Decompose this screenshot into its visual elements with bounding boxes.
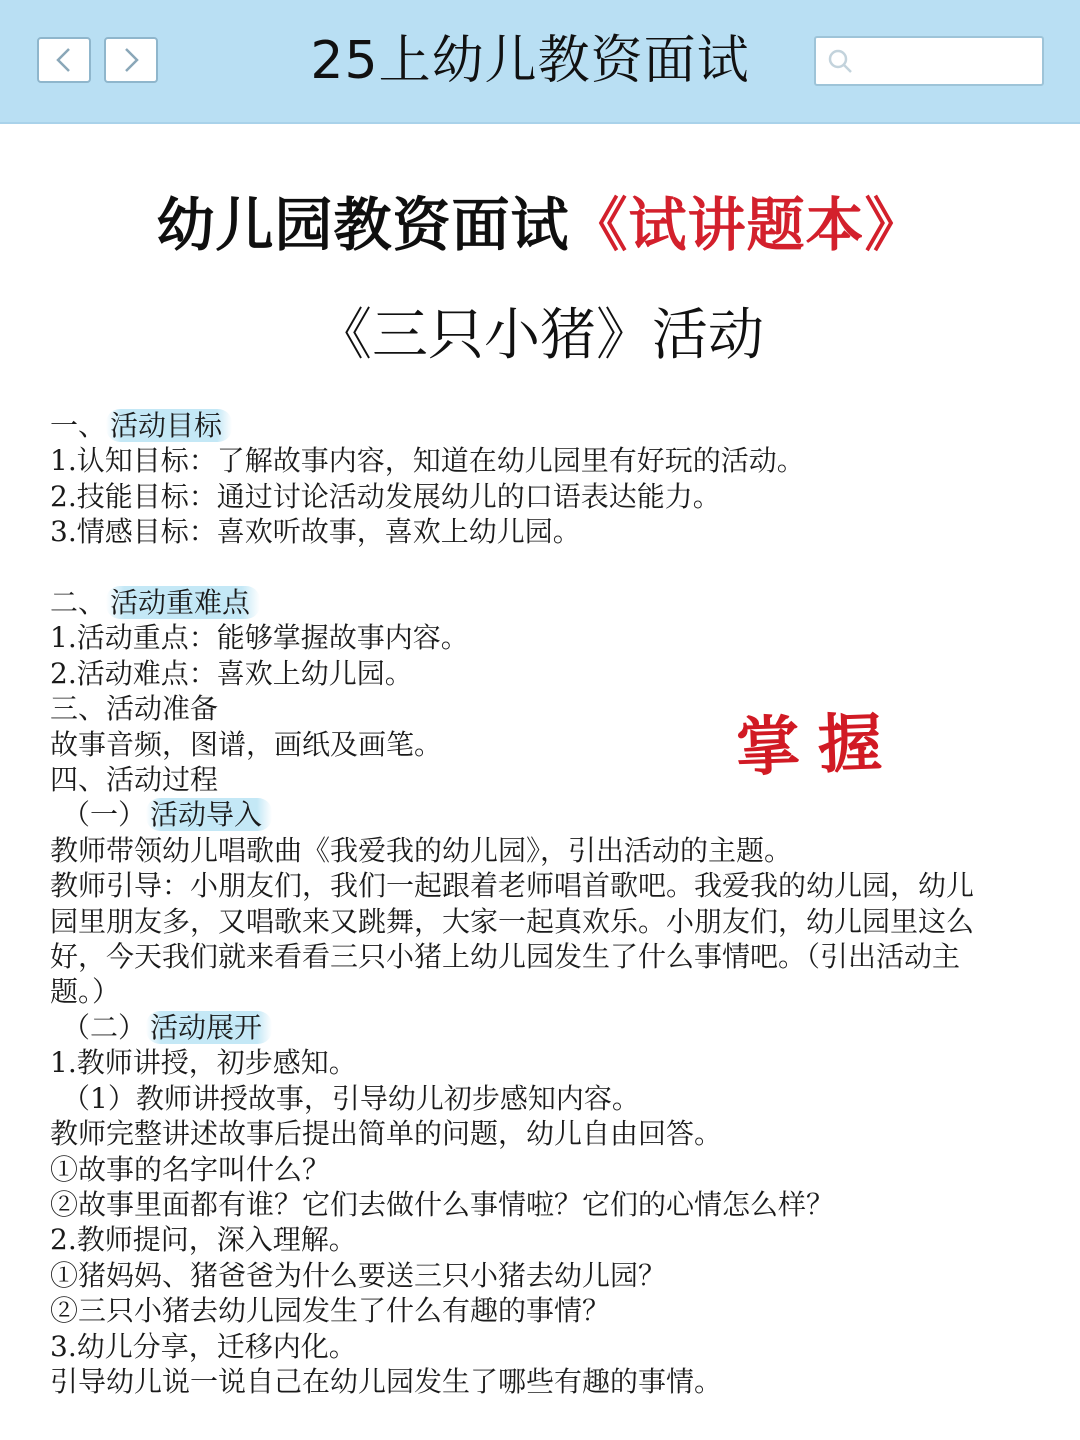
section-heading-text: 活动重难点 xyxy=(106,586,260,619)
development-line: （1）教师讲授故事，引导幼儿初步感知内容。 xyxy=(62,1081,640,1115)
development-line: ①故事的名字叫什么？ xyxy=(50,1152,331,1186)
document-title-main: 幼儿园教资面试 xyxy=(156,191,570,259)
subsection-heading-text: 活动展开 xyxy=(146,1011,272,1044)
key-point-line: 1.活动重点：能够掌握故事内容。 xyxy=(50,621,469,655)
development-line: 2.教师提问，深入理解。 xyxy=(50,1223,357,1257)
development-line: 3.幼儿分享，迁移内化。 xyxy=(50,1329,357,1363)
section-heading-process: 四、活动过程 xyxy=(50,763,219,797)
intro-line: 好，今天我们就来看看三只小猪上幼儿园发生了什么事情吧。（引出活动主 xyxy=(50,940,961,974)
document-title-highlight: 《试讲题本》 xyxy=(569,191,924,259)
section-heading-goals xyxy=(50,408,1040,443)
development-line: 1.教师讲授，初步感知。 xyxy=(50,1046,357,1080)
window-title: 25上幼儿教资面试 xyxy=(310,31,750,91)
development-line: ②故事里面都有谁？它们去做什么事情啦？它们的心情怎么样？ xyxy=(50,1187,835,1221)
section-heading-preparation: 三、活动准备 xyxy=(50,692,219,726)
spacer xyxy=(50,550,1040,585)
subsection-heading-development xyxy=(50,1010,1040,1045)
lesson-plan-body xyxy=(50,408,1040,1399)
goal-line: 2.技能目标：通过讨论活动发展幼儿的口语表达能力。 xyxy=(50,479,721,513)
subsection-heading-text: 活动导入 xyxy=(146,798,272,831)
intro-line: 题。） xyxy=(50,975,121,1009)
forward-button[interactable] xyxy=(104,37,158,83)
subsection-heading-intro xyxy=(50,797,1040,832)
development-line: 教师完整讲述故事后提出简单的问题，幼儿自由回答。 xyxy=(50,1117,723,1151)
subsection-number: （二） xyxy=(62,1010,147,1044)
title-bar xyxy=(0,0,1080,124)
document-title xyxy=(0,188,1080,262)
search-input[interactable] xyxy=(814,36,1044,86)
section-heading-key-points xyxy=(50,585,1040,620)
chevron-left-icon xyxy=(53,46,75,74)
goal-line: 3.情感目标：喜欢听故事，喜欢上幼儿园。 xyxy=(50,515,581,549)
search-icon xyxy=(826,47,854,75)
development-line: 引导幼儿说一说自己在幼儿园发生了哪些有趣的事情。 xyxy=(50,1364,723,1398)
intro-line: 教师引导：小朋友们，我们一起跟着老师唱首歌吧。我爱我的幼儿园，幼儿 xyxy=(50,869,975,903)
chevron-right-icon xyxy=(120,46,142,74)
section-heading-text: 活动目标 xyxy=(106,409,232,442)
development-line: ②三只小猪去幼儿园发生了什么有趣的事情？ xyxy=(50,1294,611,1328)
lesson-title: 《三只小猪》活动 xyxy=(316,303,764,368)
development-line: ①猪妈妈、猪爸爸为什么要送三只小猪去幼儿园？ xyxy=(50,1258,667,1292)
intro-line: 教师带领幼儿唱歌曲《我爱我的幼儿园》，引出活动的主题。 xyxy=(50,833,793,867)
intro-line: 园里朋友多，又唱歌来又跳舞，大家一起真欢乐。小朋友们，幼儿园里这么 xyxy=(50,904,975,938)
key-point-line: 2.活动难点：喜欢上幼儿园。 xyxy=(50,656,413,690)
subsection-number: （一） xyxy=(62,798,147,832)
mastery-stamp: 掌握 xyxy=(734,705,902,786)
back-button[interactable] xyxy=(37,37,91,83)
section-number: 一、 xyxy=(50,409,107,442)
goal-line: 1.认知目标：了解故事内容，知道在幼儿园里有好玩的活动。 xyxy=(50,444,805,478)
preparation-line: 故事音频，图谱，画纸及画笔。 xyxy=(50,727,443,761)
section-number: 二、 xyxy=(50,586,107,620)
